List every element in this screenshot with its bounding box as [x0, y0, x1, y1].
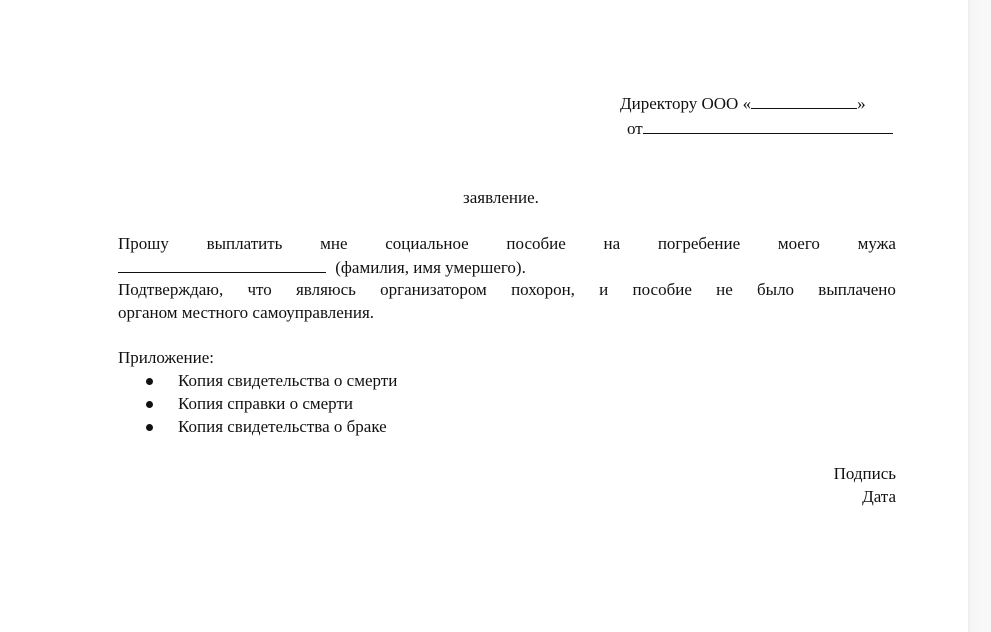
- word: не: [716, 280, 733, 299]
- word: на: [603, 234, 621, 253]
- word: социальное: [385, 234, 469, 253]
- word: и: [599, 280, 609, 299]
- word: Прошу: [118, 234, 169, 253]
- word: что: [247, 280, 272, 299]
- word: погребение: [657, 234, 741, 253]
- deceased-name-blank: [118, 257, 326, 273]
- attachments-label: Приложение:: [118, 348, 214, 367]
- signature-label: Подпись: [833, 464, 896, 483]
- addressee-line: [620, 93, 866, 115]
- body-line-1: [118, 233, 896, 255]
- attachment-text: Копия справки о смерти: [178, 394, 353, 413]
- word: моего: [777, 234, 820, 253]
- word: было: [757, 280, 795, 299]
- word: мне: [320, 234, 348, 253]
- addressee-prefix: Директору ООО «: [620, 94, 752, 113]
- document-title: заявление.: [463, 188, 539, 207]
- word: похорон,: [511, 280, 575, 299]
- from-line: [627, 118, 893, 140]
- word: пособие: [506, 234, 566, 253]
- company-name-blank: [751, 93, 857, 109]
- attachment-text: Копия свидетельства о смерти: [178, 371, 398, 390]
- bullet-icon: [146, 401, 153, 408]
- deceased-name-note: (фамилия, имя умершего).: [335, 258, 526, 277]
- word: выплачено: [818, 280, 896, 299]
- word: Подтверждаю,: [118, 280, 224, 299]
- word: организатором: [380, 280, 487, 299]
- attachment-text: Копия свидетельства о браке: [178, 417, 387, 436]
- from-label: от: [627, 119, 643, 138]
- word: пособие: [632, 280, 692, 299]
- bullet-icon: [146, 378, 153, 385]
- page-edge-shadow: [968, 0, 991, 632]
- addressee-suffix: »: [857, 94, 866, 113]
- body-line-4: органом местного самоуправления.: [118, 303, 375, 322]
- word: мужа: [857, 234, 896, 253]
- date-label: Дата: [862, 487, 896, 506]
- bullet-icon: [146, 424, 153, 431]
- from-blank: [643, 118, 893, 134]
- word: выплатить: [206, 234, 283, 253]
- body-line-2: [118, 257, 526, 279]
- body-line-3: [118, 279, 896, 301]
- word: являюсь: [295, 280, 356, 299]
